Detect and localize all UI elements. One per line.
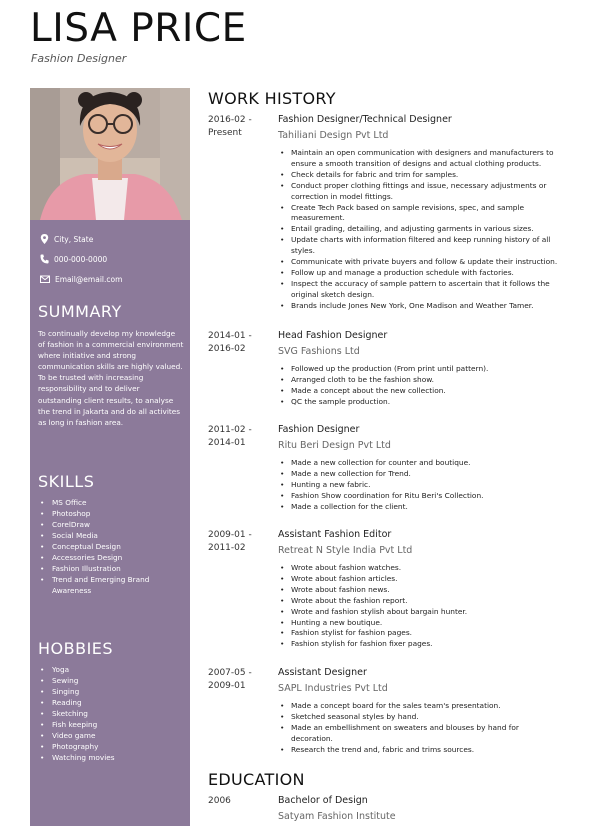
list-item: • Wrote about fashion articles. — [278, 574, 558, 585]
list-item: • Sewing — [38, 675, 184, 686]
location-pin-icon — [40, 234, 49, 244]
list-item: • CorelDraw — [38, 519, 184, 530]
job-title: Fashion Designer — [31, 52, 127, 65]
entry-company: Tahiliani Design Pvt Ltd — [278, 130, 389, 141]
list-item: • MS Office — [38, 497, 184, 508]
list-item: • Made an embellishment on sweaters and blouses by hand for decoration. — [278, 723, 558, 745]
list-item: • Made a new collection for Trend. — [278, 469, 558, 480]
list-item: • Watching movies — [38, 752, 184, 763]
entry-company: SAPL Industries Pvt Ltd — [278, 683, 388, 694]
list-item: • Video game — [38, 730, 184, 741]
sidebar — [30, 88, 190, 826]
list-item: • Hunting a new boutique. — [278, 618, 558, 629]
list-item: • Maintain an open communication with designers and manufacturers to ensure a smooth transition of designs and actual clothing products. — [278, 148, 558, 170]
list-item: • QC the sample production. — [278, 397, 558, 408]
list-item: • Fish keeping — [38, 719, 184, 730]
entry-bullets — [278, 458, 558, 513]
list-item: • Wrote about fashion watches. — [278, 563, 558, 574]
list-item: • Sketching — [38, 708, 184, 719]
entry-dates — [208, 424, 268, 450]
profile-photo — [30, 88, 190, 220]
list-item: • Reading — [38, 697, 184, 708]
entry-dates — [208, 667, 268, 693]
date-start: 2016-02 - — [208, 115, 252, 125]
list-item: • Made a collection for the client. — [278, 502, 558, 513]
entry-role: Fashion Designer — [278, 424, 360, 435]
skills-list — [38, 497, 184, 596]
entry-bullets — [278, 563, 558, 650]
entry-dates — [208, 529, 268, 555]
contact-email — [40, 274, 122, 284]
list-item: • Wrote about the fashion report. — [278, 596, 558, 607]
list-item: • Trend and Emerging Brand Awareness — [38, 574, 184, 596]
education-heading: EDUCATION — [208, 770, 305, 789]
list-item: • Wrote about fashion news. — [278, 585, 558, 596]
date-end: 2014-01 — [208, 438, 246, 448]
list-item: • Conduct proper clothing fittings and issue, necessary adjustments or correction in model fittings. — [278, 181, 558, 203]
list-item: • Photoshop — [38, 508, 184, 519]
mail-icon — [40, 274, 50, 284]
entry-bullets — [278, 701, 558, 756]
list-item: • Yoga — [38, 664, 184, 675]
entry-company: Ritu Beri Design Pvt Ltd — [278, 440, 391, 451]
list-item: • Arranged cloth to be the fashion show. — [278, 375, 558, 386]
list-item: • Research the trend and, fabric and trims sources. — [278, 745, 558, 756]
list-item: • Wrote and fashion stylish about bargain hunter. — [278, 607, 558, 618]
entry-dates — [208, 114, 268, 140]
summary-heading: SUMMARY — [38, 302, 122, 321]
date-start: 2007-05 - — [208, 668, 252, 678]
list-item: • Update charts with information filtered and keep running history of all styles. — [278, 235, 558, 257]
list-item: • Social Media — [38, 530, 184, 541]
list-item: • Followed up the production (From print until pattern). — [278, 364, 558, 375]
date-start: 2009-01 - — [208, 530, 252, 540]
list-item: • Entail grading, detailing, and adjusting garments in various sizes. — [278, 224, 558, 235]
entry-dates — [208, 330, 268, 356]
entry-role: Fashion Designer/Technical Designer — [278, 114, 452, 125]
entry-role: Head Fashion Designer — [278, 330, 388, 341]
list-item: • Fashion stylish for fashion fixer pages. — [278, 639, 558, 650]
list-item: • Singing — [38, 686, 184, 697]
email-text: Email@email.com — [55, 275, 123, 284]
contact-phone — [40, 254, 107, 264]
list-item: • Accessories Design — [38, 552, 184, 563]
list-item: • Made a concept board for the sales team's presentation. — [278, 701, 558, 712]
date-end: 2011-02 — [208, 543, 246, 553]
phone-icon — [40, 254, 49, 264]
contact-location — [40, 234, 93, 244]
date-end: 2016-02 — [208, 344, 246, 354]
list-item: • Check details for fabric and trim for samples. — [278, 170, 558, 181]
list-item: • Follow up and manage a production schedule with factories. — [278, 268, 558, 279]
list-item: • Fashion Show coordination for Ritu Beri's Collection. — [278, 491, 558, 502]
summary-text: To continually develop my knowledge of fashion in a commercial environment where initiative and strong communication skills are highly valued. To be trusted with increasing responsibility and to deliver outstanding client results, to analyse the trend in Jakarta and do all activites as long in fashion area. — [38, 329, 184, 427]
date-end: Present — [208, 128, 242, 138]
date-start: 2014-01 - — [208, 331, 252, 341]
education-school: Satyam Fashion Institute — [278, 811, 396, 822]
hobbies-list — [38, 664, 184, 763]
phone-text: 000-000-0000 — [54, 255, 108, 264]
location-text: City, State — [54, 235, 94, 244]
entry-bullets — [278, 148, 558, 312]
list-item: • Photography — [38, 741, 184, 752]
list-item: • Inspect the accuracy of sample pattern to ascertain that it follows the original sketch design. — [278, 279, 558, 301]
list-item: • Create Tech Pack based on sample revisions, spec, and sample measurement. — [278, 203, 558, 225]
list-item: • Hunting a new fabric. — [278, 480, 558, 491]
hobbies-heading: HOBBIES — [38, 639, 114, 658]
list-item: • Communicate with private buyers and follow & update their instruction. — [278, 257, 558, 268]
entry-company: SVG Fashions Ltd — [278, 346, 360, 357]
work-history-heading: WORK HISTORY — [208, 89, 336, 108]
list-item: • Made a new collection for counter and boutique. — [278, 458, 558, 469]
list-item: • Conceptual Design — [38, 541, 184, 552]
entry-role: Assistant Fashion Editor — [278, 529, 392, 540]
list-item: • Brands include Jones New York, One Madison and Weather Tamer. — [278, 301, 558, 312]
list-item: • Fashion stylist for fashion pages. — [278, 628, 558, 639]
entry-role: Assistant Designer — [278, 667, 367, 678]
entry-bullets — [278, 364, 558, 408]
skills-heading: SKILLS — [38, 472, 95, 491]
list-item: • Made a concept about the new collection. — [278, 386, 558, 397]
date-start: 2011-02 - — [208, 425, 252, 435]
list-item: • Fashion Illustration — [38, 563, 184, 574]
date-end: 2009-01 — [208, 681, 246, 691]
entry-company: Retreat N Style India Pvt Ltd — [278, 545, 413, 556]
list-item: • Sketched seasonal styles by hand. — [278, 712, 558, 723]
candidate-name: LISA PRICE — [30, 6, 247, 51]
education-date: 2006 — [208, 796, 231, 806]
education-degree: Bachelor of Design — [278, 795, 368, 806]
